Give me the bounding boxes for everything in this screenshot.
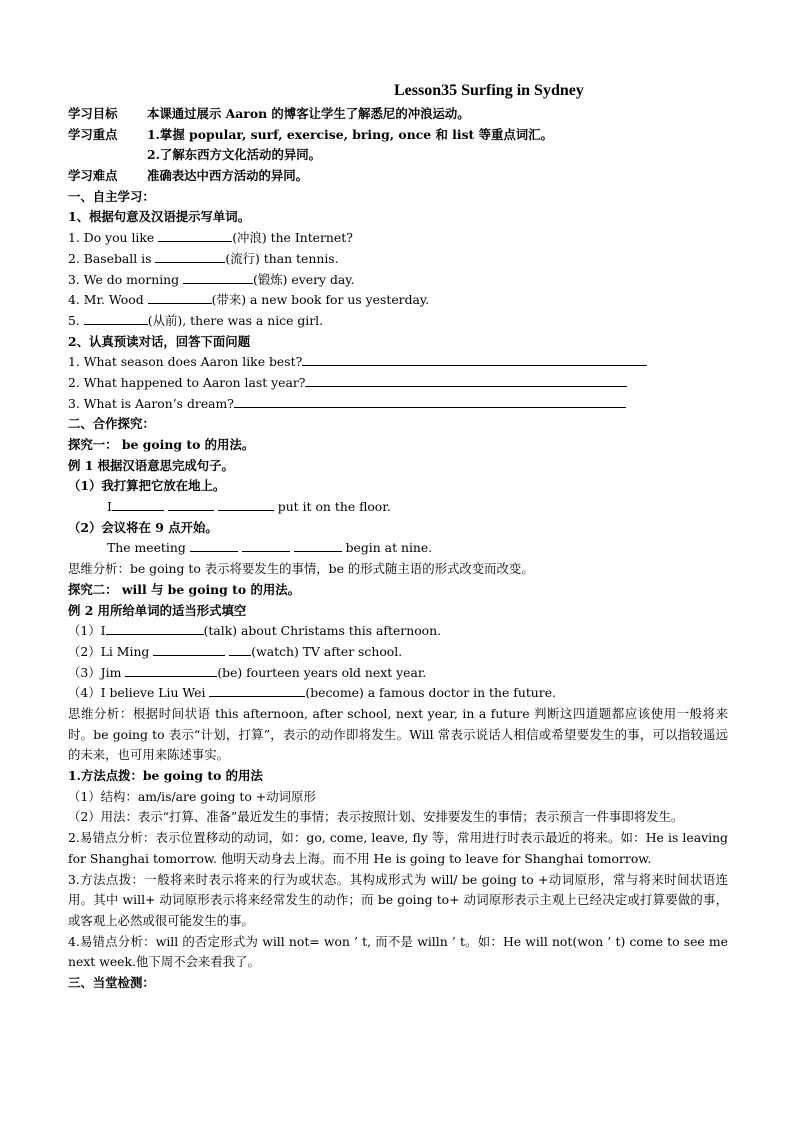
tip1-heading: 1.方法点拨：be going to 的用法	[68, 768, 263, 784]
answer-blank[interactable]	[209, 684, 305, 697]
explore2-heading: 探究二： will 与 be going to 的用法。	[68, 581, 301, 597]
objective-label: 学习目标	[68, 106, 118, 121]
explore1-heading: 探究一： be going to 的用法。	[68, 437, 255, 452]
answer-line[interactable]	[234, 395, 626, 408]
part1-heading: 1、根据句意及汉语提示写单词。	[68, 209, 251, 225]
answer-blank[interactable]	[294, 539, 342, 552]
difficulty-text: 准确表达中西方活动的异同。	[147, 168, 309, 184]
difficulty-label: 学习难点	[68, 168, 118, 184]
question-item: 2. What happened to Aaron last year?	[68, 373, 728, 394]
answer-blank[interactable]	[190, 539, 238, 552]
answer-blank[interactable]	[148, 291, 212, 304]
answer-blank[interactable]	[155, 250, 225, 263]
answer-blank[interactable]	[153, 643, 225, 656]
answer-blank[interactable]	[229, 643, 251, 656]
answer-line[interactable]	[305, 374, 627, 387]
objective-text: 本课通过展示 Aaron 的博客让学生了解悉尼的冲浪运动。	[147, 106, 470, 121]
objective-row	[68, 104, 728, 125]
tip1-structure: （1）结构：am/is/are going to +动词原形	[68, 788, 316, 804]
example2-item: （4）I believe Liu Wei (become) a famous doctor in the future.	[68, 685, 556, 701]
part2-heading: 2、认真预读对话，回答下面问题	[68, 333, 251, 349]
fill-item: 1. Do you like (冲浪) the Internet?	[68, 230, 353, 246]
answer-line[interactable]	[302, 353, 647, 366]
analysis-2: 思维分析：根据时间状语 this afternoon, after school, next year, in a future 判断这四道题都应该使用一般将来时。be going to 表示“计划，打算”，表示的动作即将发生。Will 常表示说话人相信或希望要发生的事，可以指较遥远的未来，也可用来陈述事实。	[68, 705, 728, 763]
key-point-row-2	[68, 145, 728, 166]
fill-item: 3. We do morning (锻炼) every day.	[68, 271, 355, 287]
tip1-usage: （2）用法：表示“打算、准备”最近发生的事情；表示按照计划、安排要发生的事情；表示预言一件事即将发生。	[68, 809, 684, 825]
answer-blank[interactable]	[218, 498, 274, 511]
key-point-label: 学习重点	[68, 126, 118, 142]
example1-sentence-1: I put it on the floor.	[107, 499, 391, 515]
key-point-text-2: 2.了解东西方文化活动的异同。	[147, 147, 322, 163]
tip4: 4.易错点分析：will 的否定形式为 will not= won ’ t, 而不是 willn ’ t。如：He will not(won ’ t) come to see me next week.他下周不会来看我了。	[68, 933, 728, 970]
section1-heading: 一、自主学习：	[68, 188, 155, 204]
example1-heading: 例 1 根据汉语意思完成句子。	[68, 457, 234, 473]
fill-item: 4. Mr. Wood (带来) a new book for us yesterday.	[68, 292, 430, 308]
answer-blank[interactable]	[242, 539, 290, 552]
example2-item: （3）Jim (be) fourteen years old next year.	[68, 664, 427, 680]
section2-heading: 二、合作探究：	[68, 416, 155, 432]
key-point-row	[68, 125, 728, 146]
example2-item: （2）Li Ming (watch) TV after school.	[68, 643, 403, 659]
fill-item: 5. (从前), there was a nice girl.	[68, 312, 324, 328]
example1-sentence-2: The meeting begin at nine.	[107, 540, 433, 556]
answer-blank[interactable]	[125, 664, 217, 677]
document-page	[68, 78, 728, 994]
section3-heading: 三、当堂检测：	[68, 975, 155, 991]
answer-blank[interactable]	[106, 622, 204, 635]
answer-blank[interactable]	[183, 271, 253, 284]
page-title: Lesson35 Surfing in Sydney	[394, 82, 584, 99]
key-point-text: 1.掌握 popular, surf, exercise, bring, once 和 list 等重点词汇。	[147, 126, 553, 142]
fill-item: 2. Baseball is (流行) than tennis.	[68, 250, 339, 266]
example2-heading: 例 2 用所给单词的适当形式填空	[68, 602, 247, 618]
tip2: 2.易错点分析：表示位置移动的动词，如：go, come, leave, fly 等，常用进行时表示最近的将来。如：He is leaving for Shanghai tomorrow. 他明天动身去上海。而不用 He is going to leave for Shanghai tomorrow.	[68, 830, 728, 866]
answer-blank[interactable]	[84, 312, 148, 325]
answer-blank[interactable]	[112, 498, 164, 511]
question-item: 3. What is Aaron’s dream?	[68, 394, 728, 415]
example2-item: （1）I (talk) about Christams this afternoon.	[68, 623, 442, 639]
difficulty-row	[68, 166, 728, 187]
answer-blank[interactable]	[158, 229, 232, 242]
answer-blank[interactable]	[168, 498, 214, 511]
example1-cn-2: （2）会议将在 9 点开始。	[68, 519, 218, 535]
example1-cn-1: （1）我打算把它放在地上。	[68, 478, 226, 494]
analysis-1: 思维分析：be going to 表示将要发生的事情，be 的形式随主语的形式改变而改变。	[68, 561, 534, 577]
tip3: 3.方法点拨：一般将来时表示将来的行为或状态。其构成形式为 will/ be going to +动词原形，常与将来时间状语连用。其中 will+ 动词原形表示将来经常发生的动作；而 be going to+ 动词原形表示主观上已经决定或打算要做的事，或客观上必然或很可能发生的事。	[68, 871, 728, 928]
question-item: 1. What season does Aaron like best?	[68, 352, 728, 373]
